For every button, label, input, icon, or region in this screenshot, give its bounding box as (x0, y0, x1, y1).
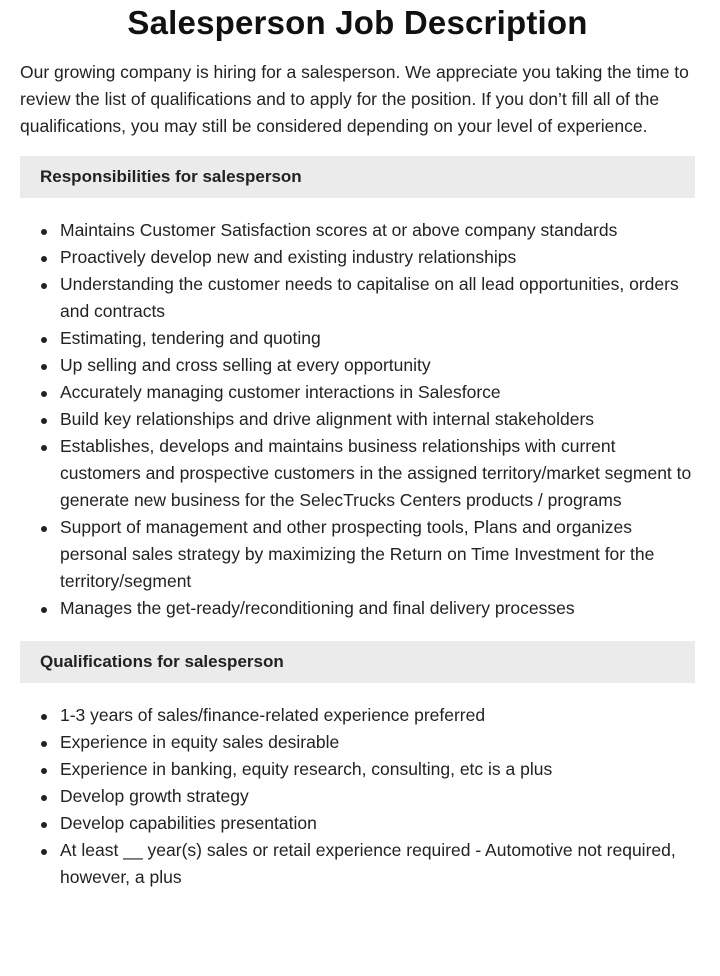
bullet-icon (41, 391, 47, 397)
list-item-text: Understanding the customer needs to capitalise on all lead opportunities, orders and contracts (60, 274, 679, 321)
bullet-icon (41, 229, 47, 235)
list-item (20, 756, 695, 783)
list-item (20, 702, 695, 729)
list-item-text: 1-3 years of sales/finance-related experience preferred (60, 705, 486, 725)
bullet-icon (41, 795, 47, 801)
list-item-text: Support of management and other prospecting tools, Plans and organizes personal sales strategy by maximizing the Return on Time Investment for the territory/segment (60, 517, 655, 591)
list-item (20, 244, 695, 271)
list-item-text: Experience in equity sales desirable (60, 732, 340, 752)
list-item-text: Experience in banking, equity research, consulting, etc is a plus (60, 759, 553, 779)
list-item-text: Develop capabilities presentation (60, 813, 317, 833)
list-item (20, 406, 695, 433)
list-item-text: Build key relationships and drive alignment with internal stakeholders (60, 409, 595, 429)
bullet-icon (41, 256, 47, 262)
list-item (20, 595, 695, 622)
list-item-text: Establishes, develops and maintains business relationships with current customers and prospective customers in the assigned territory/market segment to generate new business for the SelecTrucks Centers products / programs (60, 436, 692, 510)
bullet-icon (41, 337, 47, 343)
intro-paragraph: Our growing company is hiring for a salesperson. We appreciate you taking the time to review the list of qualifications and to apply for the position. If you don’t fill all of the qualifications, you may still be considered depending on your level of experience. (20, 62, 689, 136)
list-item-text: Up selling and cross selling at every opportunity (60, 355, 431, 375)
bullet-icon (41, 418, 47, 424)
qualifications-heading: Qualifications for salesperson (20, 641, 695, 683)
page-title: Salesperson Job Description (127, 4, 588, 41)
list-item (20, 810, 695, 837)
responsibilities-list (20, 217, 695, 622)
list-item-text: Maintains Customer Satisfaction scores at or above company standards (60, 220, 618, 240)
list-item (20, 514, 695, 595)
list-item (20, 783, 695, 810)
bullet-icon (41, 741, 47, 747)
list-item (20, 217, 695, 244)
bullet-icon (41, 607, 47, 613)
bullet-icon (41, 714, 47, 720)
list-item-text: Accurately managing customer interactions in Salesforce (60, 382, 501, 402)
bullet-icon (41, 768, 47, 774)
list-item (20, 325, 695, 352)
list-item-text: Proactively develop new and existing industry relationships (60, 247, 517, 267)
bullet-icon (41, 283, 47, 289)
list-item-text: Estimating, tendering and quoting (60, 328, 321, 348)
responsibilities-heading: Responsibilities for salesperson (20, 156, 695, 198)
list-item-text: At least __ year(s) sales or retail experience required - Automotive not required, however, a plus (60, 840, 676, 887)
qualifications-list (20, 702, 695, 891)
bullet-icon (41, 364, 47, 370)
bullet-icon (41, 822, 47, 828)
list-item (20, 352, 695, 379)
list-item (20, 433, 695, 514)
list-item-text: Develop growth strategy (60, 786, 249, 806)
list-item (20, 837, 695, 891)
bullet-icon (41, 849, 47, 855)
list-item (20, 729, 695, 756)
list-item (20, 271, 695, 325)
list-item (20, 379, 695, 406)
bullet-icon (41, 526, 47, 532)
list-item-text: Manages the get-ready/reconditioning and final delivery processes (60, 598, 575, 618)
bullet-icon (41, 445, 47, 451)
